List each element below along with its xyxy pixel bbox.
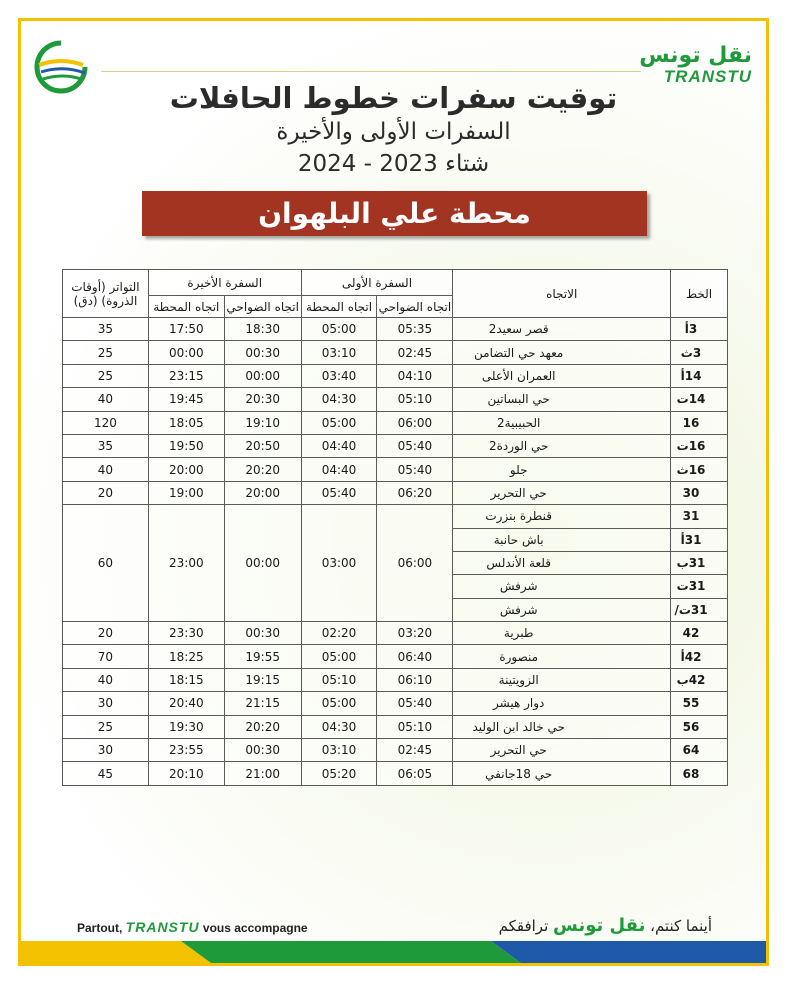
line-number: 16 xyxy=(671,411,728,434)
header-direction: الاتجاه xyxy=(453,270,671,318)
table-row xyxy=(63,318,728,341)
last-to-suburbs: 20:20 xyxy=(224,458,301,481)
destination: حي 18جانفي xyxy=(453,762,671,785)
destination: قنطرة بنزرت xyxy=(453,505,671,528)
table-row xyxy=(63,341,728,364)
line-number: 16ت xyxy=(671,434,728,457)
last-to-suburbs: 00:30 xyxy=(224,341,301,364)
last-to-suburbs: 19:10 xyxy=(224,411,301,434)
first-to-suburbs: 05:40 xyxy=(377,692,453,715)
line-number: 31أ xyxy=(671,528,728,551)
line-number: 3ث xyxy=(671,341,728,364)
first-to-suburbs: 06:40 xyxy=(377,645,453,668)
destination: حي الوردة2 xyxy=(453,434,671,457)
first-to-station: 03:10 xyxy=(301,341,377,364)
table-row xyxy=(63,505,728,528)
frequency: 30 xyxy=(63,692,149,715)
footer-slogan-arabic xyxy=(499,915,712,936)
last-to-suburbs: 20:30 xyxy=(224,388,301,411)
table-row xyxy=(63,364,728,387)
first-to-suburbs: 05:10 xyxy=(377,388,453,411)
last-to-station: 19:00 xyxy=(148,481,224,504)
first-to-suburbs: 02:45 xyxy=(377,341,453,364)
table-row xyxy=(63,692,728,715)
poster-frame xyxy=(18,18,769,966)
first-to-suburbs: 06:20 xyxy=(377,481,453,504)
first-to-station: 02:20 xyxy=(301,622,377,645)
line-number: 30 xyxy=(671,481,728,504)
slogan-ar-prefix: أينما كنتم، xyxy=(645,917,712,935)
frequency: 20 xyxy=(63,481,149,504)
footer-slogan-french xyxy=(77,919,308,935)
slogan-fr-brand: TRANSTU xyxy=(125,919,200,935)
first-to-suburbs: 05:40 xyxy=(377,434,453,457)
line-number: 31ت/ xyxy=(671,598,728,621)
destination: حي خالد ابن الوليد xyxy=(453,715,671,738)
last-to-suburbs: 19:15 xyxy=(224,668,301,691)
page-subtitle: السفرات الأولى والأخيرة xyxy=(276,119,511,145)
table-row xyxy=(63,715,728,738)
line-number: 14ت xyxy=(671,388,728,411)
destination: شرفش xyxy=(453,598,671,621)
last-to-station: 19:30 xyxy=(148,715,224,738)
last-to-station: 19:45 xyxy=(148,388,224,411)
last-to-suburbs: 00:00 xyxy=(224,364,301,387)
table-row xyxy=(63,622,728,645)
table-row xyxy=(63,668,728,691)
season-label: شتاء 2023 - 2024 xyxy=(297,151,490,177)
page-title: توقيت سفرات خطوط الحافلات xyxy=(169,81,618,115)
frequency: 35 xyxy=(63,434,149,457)
last-to-station: 19:50 xyxy=(148,434,224,457)
destination: باش حانبة xyxy=(453,528,671,551)
last-to-suburbs: 00:30 xyxy=(224,739,301,762)
first-to-station: 05:20 xyxy=(301,762,377,785)
first-to-suburbs: 06:00 xyxy=(377,411,453,434)
line-number: 55 xyxy=(671,692,728,715)
last-to-station: 23:30 xyxy=(148,622,224,645)
line-number: 3أ xyxy=(671,318,728,341)
last-to-suburbs: 19:55 xyxy=(224,645,301,668)
frequency: 120 xyxy=(63,411,149,434)
last-to-suburbs: 21:00 xyxy=(224,762,301,785)
last-to-suburbs: 20:20 xyxy=(224,715,301,738)
frequency: 30 xyxy=(63,739,149,762)
brand-latin: TRANSTU xyxy=(663,67,752,86)
schedule-body xyxy=(63,318,728,786)
destination: شرفش xyxy=(453,575,671,598)
line-number: 31 xyxy=(671,505,728,528)
destination: الزويتينة xyxy=(453,668,671,691)
destination: الحبيبية2 xyxy=(453,411,671,434)
destination: دوار هيشر xyxy=(453,692,671,715)
destination: معهد حي التضامن xyxy=(453,341,671,364)
first-to-station: 04:40 xyxy=(301,458,377,481)
first-to-suburbs: 02:45 xyxy=(377,739,453,762)
last-to-station: 23:55 xyxy=(148,739,224,762)
destination: منصورة xyxy=(453,645,671,668)
last-to-suburbs: 20:50 xyxy=(224,434,301,457)
first-to-station: 05:00 xyxy=(301,318,377,341)
frequency: 40 xyxy=(63,458,149,481)
brand-arabic: نقل تونس xyxy=(639,43,752,68)
table-row xyxy=(63,481,728,504)
frequency: 40 xyxy=(63,388,149,411)
line-number: 31ت xyxy=(671,575,728,598)
destination: العمران الأعلى xyxy=(453,364,671,387)
header-first-to-suburbs: اتجاه الضواحي xyxy=(377,296,453,318)
first-to-station: 05:00 xyxy=(301,645,377,668)
table-row xyxy=(63,388,728,411)
schedule-table xyxy=(62,269,728,786)
last-to-suburbs: 21:15 xyxy=(224,692,301,715)
last-to-station: 18:15 xyxy=(148,668,224,691)
destination: حي البساتين xyxy=(453,388,671,411)
first-to-suburbs: 06:10 xyxy=(377,668,453,691)
last-to-station: 17:50 xyxy=(148,318,224,341)
frequency: 45 xyxy=(63,762,149,785)
first-to-station: 05:00 xyxy=(301,411,377,434)
destination: قصر سعيد2 xyxy=(453,318,671,341)
frequency: 40 xyxy=(63,668,149,691)
header-last-trip: السفرة الأخيرة xyxy=(148,270,301,296)
color-stripe xyxy=(21,941,766,963)
frequency: 60 xyxy=(63,505,149,622)
header-first-to-station: اتجاه المحطة xyxy=(301,296,377,318)
last-to-station: 18:25 xyxy=(148,645,224,668)
first-to-suburbs: 04:10 xyxy=(377,364,453,387)
destination: حي التحرير xyxy=(453,481,671,504)
header-first-trip: السفرة الأولى xyxy=(301,270,453,296)
first-to-suburbs: 03:20 xyxy=(377,622,453,645)
table-row xyxy=(63,739,728,762)
first-to-suburbs: 05:35 xyxy=(377,318,453,341)
last-to-station: 00:00 xyxy=(148,341,224,364)
first-to-suburbs: 06:00 xyxy=(377,505,453,622)
line-number: 42ب xyxy=(671,668,728,691)
last-to-station: 23:00 xyxy=(148,505,224,622)
frequency: 35 xyxy=(63,318,149,341)
frequency: 25 xyxy=(63,715,149,738)
last-to-suburbs: 00:30 xyxy=(224,622,301,645)
slogan-fr-prefix: Partout, xyxy=(77,921,126,935)
line-number: 64 xyxy=(671,739,728,762)
frequency: 70 xyxy=(63,645,149,668)
table-row xyxy=(63,458,728,481)
frequency: 25 xyxy=(63,341,149,364)
first-to-suburbs: 06:05 xyxy=(377,762,453,785)
first-to-station: 04:30 xyxy=(301,388,377,411)
table-row xyxy=(63,411,728,434)
line-number: 42أ xyxy=(671,645,728,668)
table-row xyxy=(63,434,728,457)
first-to-station: 04:40 xyxy=(301,434,377,457)
line-number: 31ب xyxy=(671,551,728,574)
last-to-station: 23:15 xyxy=(148,364,224,387)
station-banner: محطة علي البلهوان xyxy=(142,191,647,236)
last-to-station: 20:10 xyxy=(148,762,224,785)
line-number: 16ث xyxy=(671,458,728,481)
destination: قلعة الأندلس xyxy=(453,551,671,574)
header-last-to-station: اتجاه المحطة xyxy=(148,296,224,318)
slogan-ar-suffix: ترافقكم xyxy=(498,917,554,935)
first-to-station: 03:00 xyxy=(301,505,377,622)
first-to-station: 05:40 xyxy=(301,481,377,504)
first-to-station: 05:10 xyxy=(301,668,377,691)
first-to-station: 05:00 xyxy=(301,692,377,715)
slogan-fr-suffix: vous accompagne xyxy=(199,921,308,935)
last-to-suburbs: 20:00 xyxy=(224,481,301,504)
destination: طبرية xyxy=(453,622,671,645)
line-number: 14أ xyxy=(671,364,728,387)
last-to-suburbs: 18:30 xyxy=(224,318,301,341)
first-to-station: 03:40 xyxy=(301,364,377,387)
line-number: 42 xyxy=(671,622,728,645)
line-number: 56 xyxy=(671,715,728,738)
last-to-station: 20:40 xyxy=(148,692,224,715)
last-to-station: 20:00 xyxy=(148,458,224,481)
header-last-to-suburbs: اتجاه الضواحي xyxy=(224,296,301,318)
first-to-station: 03:10 xyxy=(301,739,377,762)
destination: حي التحرير xyxy=(453,739,671,762)
table-row xyxy=(63,645,728,668)
slogan-ar-brand: نقل تونس xyxy=(553,915,646,936)
header-divider xyxy=(101,71,641,72)
header-line: الخط xyxy=(671,270,728,318)
first-to-suburbs: 05:10 xyxy=(377,715,453,738)
first-to-station: 04:30 xyxy=(301,715,377,738)
first-to-suburbs: 05:40 xyxy=(377,458,453,481)
destination: جلو xyxy=(453,458,671,481)
frequency: 25 xyxy=(63,364,149,387)
last-to-station: 18:05 xyxy=(148,411,224,434)
table-row xyxy=(63,762,728,785)
line-number: 68 xyxy=(671,762,728,785)
header-frequency: التواتر (أوقات الذروة) (دق) xyxy=(63,270,149,318)
last-to-suburbs: 00:00 xyxy=(224,505,301,622)
frequency: 20 xyxy=(63,622,149,645)
